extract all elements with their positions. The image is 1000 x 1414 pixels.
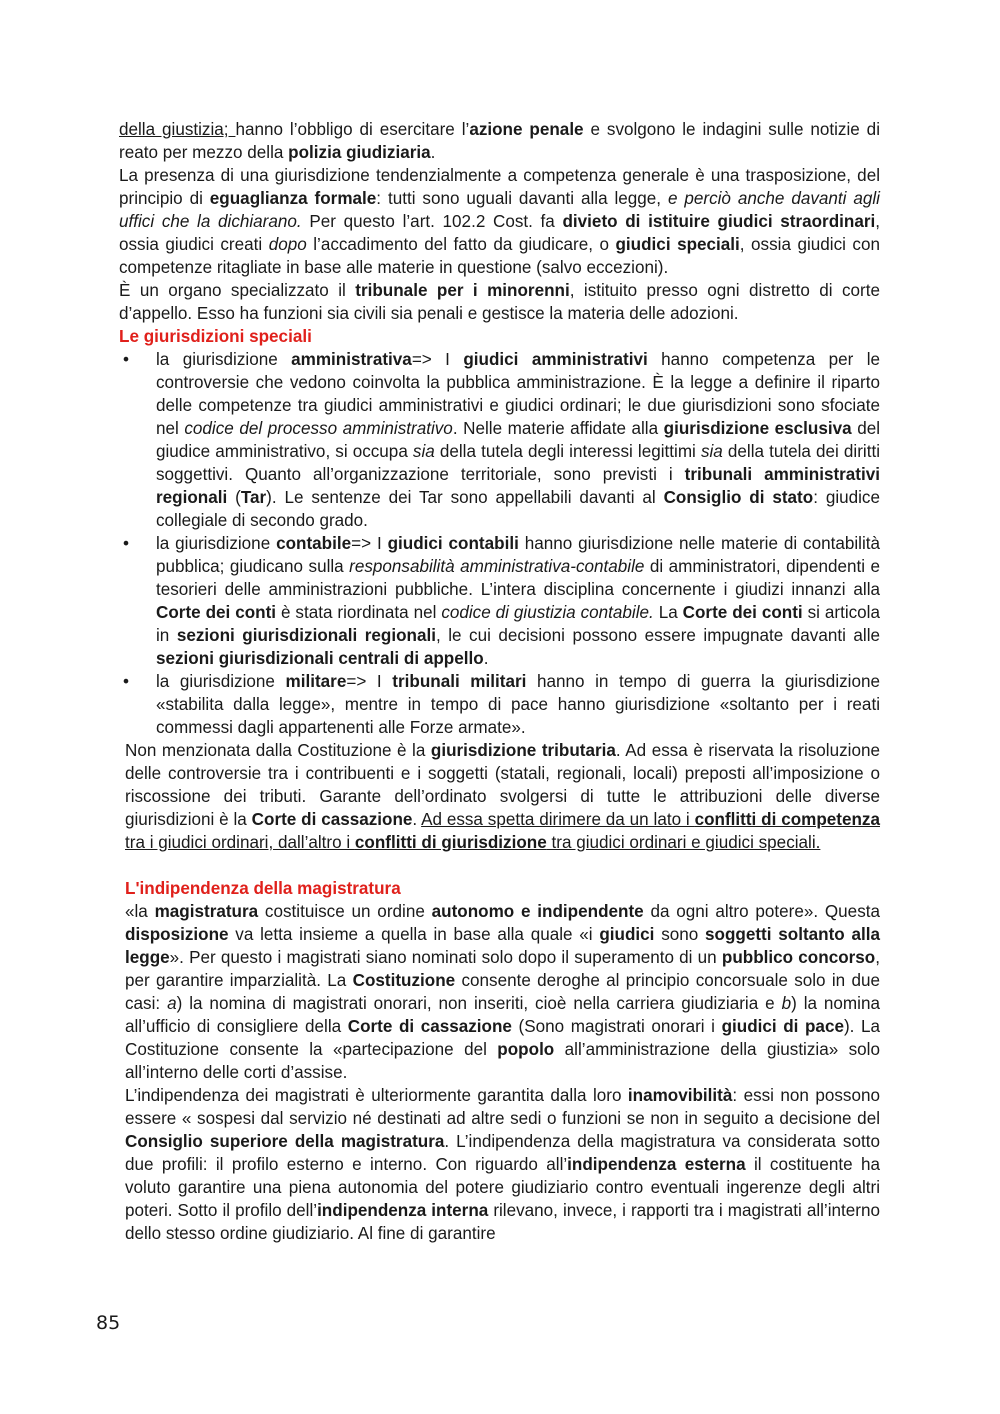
section-heading-judicial-independence: L'indipendenza della magistratura: [125, 879, 401, 898]
paragraph-pm-duties: della giustizia; hanno l’obbligo di esercitare l’azione penale e svolgono le indagini sulle notizie di reato per mezzo della polizia giudiziaria.: [119, 120, 880, 162]
special-jurisdictions-list: [119, 348, 880, 739]
document-body: [119, 118, 880, 1245]
paragraph-general-jurisdiction: La presenza di una giurisdizione tendenzialmente a competenza generale è una trasposizione, del principio di eguaglianza formale: tutti sono uguali davanti alla legge, e perciò anche davanti agli uffici che la dichiarano. Per questo l’art. 102.2 Cost. fa divieto di istituire giudici straordinari, ossia giudici creati dopo l’accadimento del fatto da giudicare, o giudici speciali, ossia giudici con competenze ritagliate in base alle materie in questione (salvo eccezioni).: [119, 166, 880, 277]
paragraph-spacer: [119, 854, 880, 877]
paragraph-autonomous-order: «la magistratura costituisce un ordine autonomo e indipendente da ogni altro potere». Questa disposizione va letta insieme a quella in base alla quale «i giudici sono soggetti soltanto alla legge». Per questo i magistrati siano nominati solo dopo il superamento di un pubblico concorso, per garantire imparzialità. La Costituzione consente deroghe al principio concorsuale solo in due casi: a) la nomina di magistrati onorari, non inseriti, cioè nella carriera giudiziaria e b) la nomina all’ufficio di consigliere della Corte di cassazione (Sono magistrati onorari i giudici di pace). La Costituzione consente la «partecipazione del popolo all’amministrazione della giustizia» solo all’interno delle corti d’assise.: [125, 902, 881, 1082]
bullet-icon: •: [123, 534, 129, 553]
paragraph-irremovability: L’indipendenza dei magistrati è ulteriormente garantita dalla loro inamovibilità: essi non possono essere « sospesi dal servizio né destinati ad altre sedi o funzioni se non in seguito a decisione del Consiglio superiore della magistratura. L’indipendenza della magistratura va considerata sotto due profili: il profilo esterno e interno. Con riguardo all’indipendenza esterna il costituente ha voluto garantire una piena autonomia del potere giudiziario contro eventuali ingerenze degli altri poteri. Sotto il profilo dell’indipendenza interna rilevano, invece, i rapporti tra i magistrati all’interno dello stesso ordine giudiziario. Al fine di garantire: [125, 1086, 880, 1243]
paragraph-tax-jurisdiction: Non menzionata dalla Costituzione è la giurisdizione tributaria. Ad essa è riservata la risoluzione delle controversie tra i contribuenti e i soggetti (statali, regionali, locali) preposti all’imposizione o riscossione dei tributi. Garante dell’ordinato svolgersi di tutte le attribuzioni delle diverse giurisdizioni è la Corte di cassazione. Ad essa spetta dirimere da un lato i conflitti di competenza tra i giudici ordinari, dall’altro i conflitti di giurisdizione tra giudici ordinari e giudici speciali.: [125, 741, 880, 852]
bullet-icon: •: [123, 350, 129, 369]
list-item-military: • la giurisdizione militare=> I tribunali militari hanno in tempo di guerra la giurisdizione «stabilita dalla legge», mentre in tempo di pace hanno giurisdizione «soltanto per i reati commessi dagli appartenenti alle Forze armate».: [123, 672, 880, 737]
bullet-icon: •: [123, 672, 129, 691]
paragraph-juvenile-court: È un organo specializzato il tribunale per i minorenni, istituito presso ogni distretto di corte d’appello. Esso ha funzioni sia civili sia penali e gestisce la materia delle adozioni.: [119, 281, 880, 323]
list-item-administrative: • la giurisdizione amministrativa=> I giudici amministrativi hanno competenza per le controversie che vedono coinvolta la pubblica amministrazione. È la legge a definire il riparto delle competenze tra giudici amministrativi e giudici ordinari; le due giurisdizioni sono sfociate nel codice del processo amministrativo. Nelle materie affidate alla giurisdizione esclusiva del giudice amministrativo, si occupa sia della tutela degli interessi legittimi sia della tutela dei diritti soggettivi. Quanto all’organizzazione territoriale, sono previsti i tribunali amministrativi regionali (Tar). Le sentenze dei Tar sono appellabili davanti al Consiglio di stato: giudice collegiale di secondo grado.: [123, 350, 881, 530]
page-number: 85: [96, 1312, 121, 1334]
list-item-accounting: • la giurisdizione contabile=> I giudici contabili hanno giurisdizione nelle materie di contabilità pubblica; giudicano sulla responsabilità amministrativa-contabile di amministratori, dipendenti e tesorieri delle amministrazioni pubbliche. L’intera disciplina concernente i giudizi innanzi alla Corte dei conti è stata riordinata nel codice di giustizia contabile. La Corte dei conti si articola in sezioni giurisdizionali regionali, le cui decisioni possono essere impugnate davanti alle sezioni giurisdizionali centrali di appello.: [123, 534, 881, 668]
section-heading-special-jurisdictions: Le giurisdizioni speciali: [119, 327, 312, 346]
